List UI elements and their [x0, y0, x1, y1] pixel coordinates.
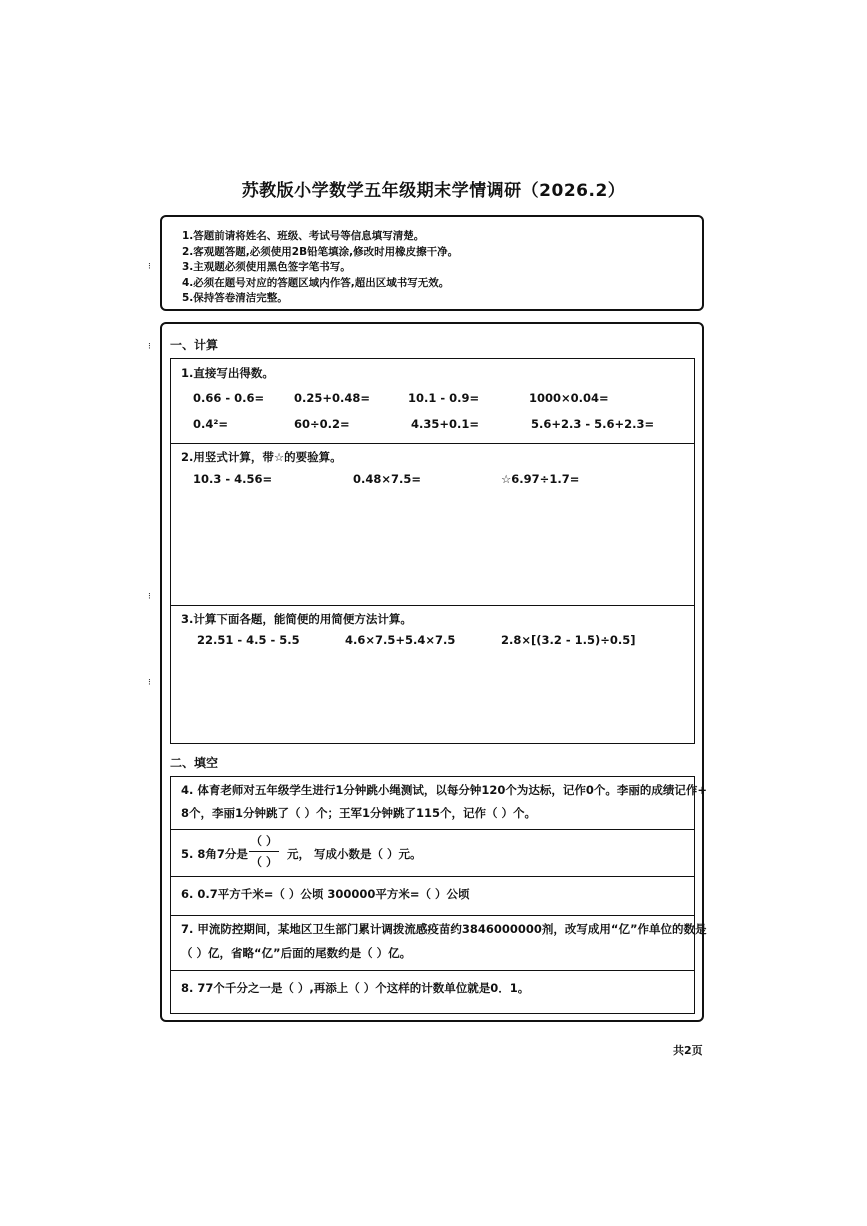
q1-item: 0.66 - 0.6=	[193, 391, 265, 405]
fraction-blank	[249, 833, 279, 870]
q1-item: 5.6+2.3 - 5.6+2.3=	[531, 417, 655, 431]
calculation-block	[170, 358, 695, 744]
margin-mark: ⁝	[148, 262, 151, 272]
margin-mark: ⁝	[148, 592, 151, 602]
answer-area	[160, 322, 708, 1022]
q1-item: 0.4²=	[193, 417, 229, 431]
q8-text: 8. 77个千分之一是（ ）,再添上（ ）个这样的计数单位就是0．1。	[181, 981, 530, 995]
q5-prefix: 5. 8角7分是	[181, 847, 248, 861]
fraction-bar	[249, 851, 279, 852]
q1-title: 1.直接写出得数。	[181, 366, 274, 380]
divider	[171, 605, 694, 606]
page-count: 共2页	[673, 1044, 703, 1057]
section-heading-fill-in: 二、填空	[170, 756, 219, 770]
instruction-line: 5.保持答卷清洁完整。	[182, 292, 288, 304]
instructions-box	[160, 215, 704, 311]
q3-item: 22.51 - 4.5 - 5.5	[197, 633, 300, 647]
fraction-denominator: （ ）	[250, 855, 278, 869]
instruction-line: 2.客观题答题,必须使用2B铅笔填涂,修改时用橡皮擦干净。	[182, 245, 459, 258]
q3-item: 4.6×7.5+5.4×7.5	[345, 633, 456, 647]
fraction-numerator: （ ）	[250, 834, 278, 848]
q2-item: 10.3 - 4.56=	[193, 472, 273, 486]
q6-text: 6. 0.7平方千米=（ ）公顷 300000平方米=（ ）公顷	[181, 887, 470, 901]
q2-item: 0.48×7.5=	[353, 472, 422, 486]
divider	[171, 443, 694, 444]
q1-item: 1000×0.04=	[529, 391, 609, 405]
q7-line: （ ）亿，省略“亿”后面的尾数约是（ ）亿。	[181, 946, 412, 960]
question-6	[170, 876, 695, 916]
q1-item: 10.1 - 0.9=	[408, 391, 480, 405]
q2-item: ☆6.97÷1.7=	[501, 472, 580, 486]
q5-suffix: 元， 写成小数是（ ）元。	[287, 847, 422, 861]
margin-mark: ⁝	[148, 678, 151, 688]
q1-item: 0.25+0.48=	[294, 391, 371, 405]
question-4	[170, 776, 708, 830]
q4-line: 4. 体育老师对五年级学生进行1分钟跳小绳测试，以每分钟120个为达标，记作0个。李丽的成绩记作+	[181, 783, 708, 797]
section-heading-calculation: 一、计算	[170, 338, 219, 352]
q1-item: 4.35+0.1=	[411, 417, 480, 431]
instruction-line: 4.必须在题号对应的答题区域内作答,超出区域书写无效。	[182, 276, 450, 289]
q1-item: 60÷0.2=	[294, 417, 350, 431]
question-8	[170, 970, 695, 1014]
margin-mark: ⁝	[148, 342, 151, 352]
q4-line: 8个，李丽1分钟跳了（ ）个；王军1分钟跳了115个，记作（ ）个。	[181, 806, 537, 820]
q7-line: 7. 甲流防控期间，某地区卫生部门累计调拨流感疫苗约3846000000剂，改写成用“亿”作单位的数是	[181, 922, 707, 936]
instruction-line: 3.主观题必须使用黑色签字笔书写。	[182, 261, 351, 273]
page-title: 苏教版小学数学五年级期末学情调研（2026.2）	[241, 181, 626, 201]
q3-title: 3.计算下面各题，能简便的用简便方法计算。	[181, 612, 412, 626]
q2-title: 2.用竖式计算，带☆的要验算。	[181, 450, 342, 464]
instruction-line: 1.答题前请将姓名、班级、考试号等信息填写清楚。	[182, 230, 425, 242]
question-5	[170, 829, 695, 877]
q3-item: 2.8×[(3.2 - 1.5)÷0.5]	[501, 633, 636, 647]
question-7	[170, 915, 707, 971]
